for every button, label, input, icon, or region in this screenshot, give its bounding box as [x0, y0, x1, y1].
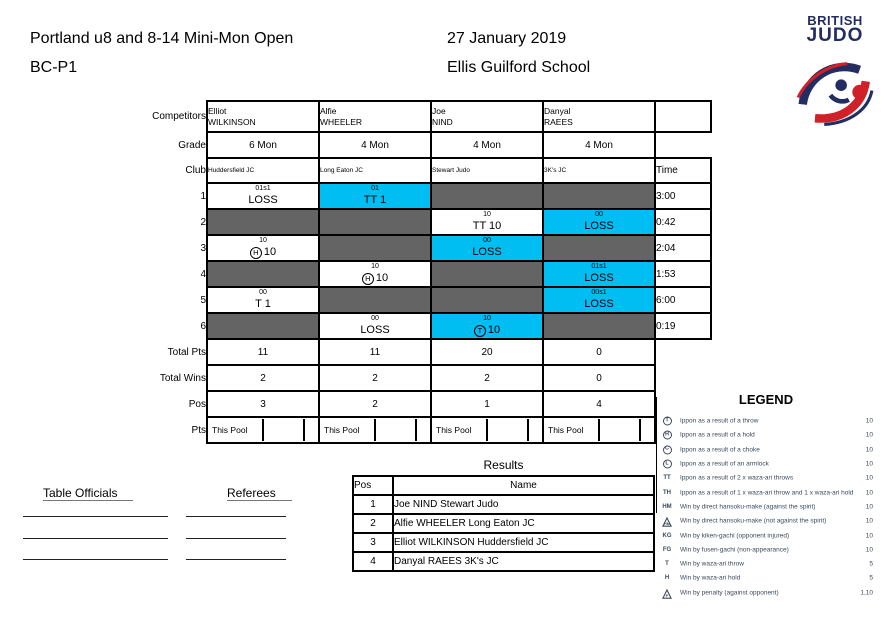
- pts-value-box: [600, 419, 641, 441]
- score-code: 00: [259, 289, 267, 296]
- fusen-gachi-symbol: FG: [662, 546, 672, 553]
- score-code: 01s1: [255, 185, 271, 192]
- pos-cell: 1: [431, 391, 543, 417]
- match-result: LOSS: [360, 324, 390, 336]
- pts-value-box: [488, 419, 529, 441]
- grade-spare: [655, 132, 711, 158]
- match-cell: [207, 287, 319, 313]
- match-cell: [431, 287, 543, 313]
- match-cell: [543, 287, 655, 313]
- match-cell: [319, 209, 431, 235]
- row-club: [128, 158, 711, 183]
- round-row-6: [128, 313, 711, 339]
- results-pos-header: Pos: [353, 476, 393, 495]
- match-cell: [543, 183, 655, 209]
- round-number: 3: [200, 242, 206, 254]
- score-code: 01s1: [591, 263, 607, 270]
- event-venue: Ellis Guilford School: [447, 59, 591, 76]
- match-cell: [319, 287, 431, 313]
- pos-cell: 3: [207, 391, 319, 417]
- match-cell: [319, 313, 431, 339]
- pts-pool-label: This Pool: [544, 419, 600, 441]
- results-row: [353, 514, 654, 533]
- grade-cell: 4 Mon: [543, 132, 655, 158]
- row-label-grade: Grade: [178, 139, 206, 151]
- triangle-penalty-icon: △ P: [660, 587, 674, 599]
- row-label-total-wins: Total Wins: [159, 372, 206, 384]
- round-row-4: [128, 261, 711, 287]
- time-column-header: Time: [655, 158, 711, 183]
- sheet-code: BC-P1: [30, 59, 78, 76]
- double-throw-symbol: TT: [663, 475, 671, 482]
- match-cell: [543, 261, 655, 287]
- match-result: TT 1: [363, 194, 387, 206]
- pool-sheet: [128, 100, 712, 444]
- circled-throw-icon: T: [663, 417, 672, 426]
- match-result: LOSS: [584, 298, 614, 310]
- results-section: [352, 458, 655, 572]
- legend-title: LEGEND: [738, 392, 794, 407]
- row-label-competitors: Competitors: [152, 111, 206, 122]
- match-result: LOSS: [248, 194, 278, 206]
- match-cell: [207, 313, 319, 339]
- match-time: 3:00: [655, 183, 711, 209]
- round-row-5: [128, 287, 711, 313]
- ippon-symbol: H: [362, 273, 374, 285]
- score-code: 01: [371, 185, 379, 192]
- circled-choke-icon: C: [663, 445, 672, 454]
- judo-swirl-icon: [795, 49, 875, 126]
- result-name: Danyal RAEES 3K's JC: [393, 552, 654, 571]
- total-wins-cell: 2: [431, 365, 543, 391]
- match-time: 6:00: [655, 287, 711, 313]
- score-code: 00s1: [591, 289, 607, 296]
- match-cell: [431, 209, 543, 235]
- round-row-3: [128, 235, 711, 261]
- table-officials-signature-line: [23, 538, 168, 539]
- round-number: 1: [200, 190, 206, 202]
- match-cell: [207, 261, 319, 287]
- legend-item: TH Ippon as a result of 1 x waza-ari throw and 1 x waza-ari hold 10: [657, 485, 875, 499]
- match-result: 10: [375, 272, 389, 284]
- british-judo-logo: [792, 14, 878, 131]
- pts-pool-label: This Pool: [432, 419, 488, 441]
- results-row: [353, 495, 654, 514]
- pts-cell: [207, 417, 319, 443]
- match-time: 0:19: [655, 313, 711, 339]
- legend-item: HM Win by direct hansoku-make (against the spirit) 10: [657, 500, 875, 514]
- row-pos: [128, 391, 711, 417]
- legend-item: C Ippon as a result of a choke 10: [657, 443, 875, 457]
- match-cell: [543, 209, 655, 235]
- match-cell: [431, 261, 543, 287]
- circled-hold-icon: H: [663, 431, 672, 440]
- total-wins-cell: 0: [543, 365, 655, 391]
- score-code: 00: [483, 237, 491, 244]
- referees-label: Referees: [227, 486, 292, 501]
- legend-item: △ HM Win by direct hansoku-make (not against the spirit) 10: [657, 514, 875, 528]
- total-pts-cell: 11: [319, 339, 431, 365]
- competitor-header-4: [543, 101, 655, 132]
- referees-signature-line: [186, 516, 286, 517]
- legend-item: T Ippon as a result of a throw 10: [657, 414, 875, 428]
- competitor-last-name: WILKINSON: [208, 116, 256, 127]
- pts-cell: [319, 417, 431, 443]
- legend-section: [657, 392, 875, 600]
- match-result: T 1: [255, 298, 271, 310]
- event-date: 27 January 2019: [447, 30, 567, 47]
- total-pts-cell: 20: [431, 339, 543, 365]
- pts-cell: [431, 417, 543, 443]
- result-pos: 3: [353, 533, 393, 552]
- pts-cell: [543, 417, 655, 443]
- club-cell: Long Eaton JC: [319, 158, 431, 183]
- competitor-header-1: [207, 101, 319, 132]
- match-result: LOSS: [584, 272, 614, 284]
- match-result: 10: [487, 324, 501, 336]
- referees-signature-line: [186, 559, 286, 560]
- row-pts: [128, 417, 711, 443]
- result-pos: 2: [353, 514, 393, 533]
- row-label-pos: Pos: [188, 398, 206, 410]
- match-cell: [319, 261, 431, 287]
- grade-cell: 4 Mon: [431, 132, 543, 158]
- waza-ari-throw-symbol: T: [665, 561, 669, 568]
- results-name-header: Name: [393, 476, 654, 495]
- row-total-pts: [128, 339, 711, 365]
- grade-cell: 4 Mon: [319, 132, 431, 158]
- match-time: 0:42: [655, 209, 711, 235]
- ippon-symbol: T: [474, 325, 486, 337]
- event-title: Portland u8 and 8-14 Mini-Mon Open: [30, 30, 294, 47]
- match-cell: [207, 235, 319, 261]
- total-pts-cell: 11: [207, 339, 319, 365]
- row-total-wins: [128, 365, 711, 391]
- score-code: 10: [483, 315, 491, 322]
- competitor-first-name: Danyal: [544, 105, 571, 116]
- match-result: LOSS: [584, 220, 614, 232]
- pts-value-box: [264, 419, 305, 441]
- match-cell: [543, 313, 655, 339]
- hansoku-make-symbol: HM: [662, 503, 672, 510]
- competitor-last-name: NIND: [432, 116, 453, 127]
- competitor-last-name: WHEELER: [320, 116, 363, 127]
- round-number: 2: [200, 216, 206, 228]
- legend-item: H Ippon as a result of a hold 10: [657, 428, 875, 442]
- table-officials-signature-line: [23, 516, 168, 517]
- result-pos: 4: [353, 552, 393, 571]
- result-name: Elliot WILKINSON Huddersfield JC: [393, 533, 654, 552]
- row-label-total-pts: Total Pts: [167, 346, 206, 358]
- throw-hold-symbol: TH: [663, 489, 671, 496]
- competitor-first-name: Joe: [432, 105, 446, 116]
- score-code: 00: [371, 315, 379, 322]
- results-header-row: [353, 476, 654, 495]
- result-pos: 1: [353, 495, 393, 514]
- results-table: [352, 475, 655, 572]
- score-code: 00: [595, 211, 603, 218]
- competitor-last-name: RAEES: [544, 116, 573, 127]
- circled-armlock-icon: L: [663, 460, 672, 469]
- total-pts-cell: 0: [543, 339, 655, 365]
- round-number: 6: [200, 320, 206, 332]
- row-competitors: [128, 101, 711, 132]
- pts-value-box: [376, 419, 417, 441]
- round-row-2: [128, 209, 711, 235]
- club-cell: 3K's JC: [543, 158, 655, 183]
- round-number: 4: [200, 268, 206, 280]
- total-wins-cell: 2: [319, 365, 431, 391]
- legend-item: KG Win by kiken-gachi (opponent injured) 10: [657, 528, 875, 542]
- legend-item: TT Ippon as a result of 2 x waza-ari throws 10: [657, 471, 875, 485]
- score-code: 10: [371, 263, 379, 270]
- match-cell: [431, 235, 543, 261]
- match-time: 1:53: [655, 261, 711, 287]
- club-cell: Stewart Judo: [431, 158, 543, 183]
- kiken-gachi-symbol: KG: [662, 532, 672, 539]
- row-label-pts: Pts: [191, 424, 206, 436]
- event-title-block: [30, 24, 293, 82]
- match-cell: [207, 209, 319, 235]
- result-name: Alfie WHEELER Long Eaton JC: [393, 514, 654, 533]
- competitor-header-2: [319, 101, 431, 132]
- grade-cell: 6 Mon: [207, 132, 319, 158]
- match-cell: [543, 235, 655, 261]
- round-number: 5: [200, 294, 206, 306]
- ippon-symbol: H: [250, 247, 262, 259]
- results-row: [353, 533, 654, 552]
- score-code: 10: [483, 211, 491, 218]
- pts-pool-label: This Pool: [208, 419, 264, 441]
- match-cell: [207, 183, 319, 209]
- club-cell: Huddersfield JC: [207, 158, 319, 183]
- legend-item: L Ippon as a result of an armlock 10: [657, 457, 875, 471]
- match-cell: [319, 183, 431, 209]
- competitor-first-name: Alfie: [320, 105, 337, 116]
- legend-item: △ P Win by penalty (against opponent) 1,10: [657, 586, 875, 600]
- pool-table: [128, 100, 712, 444]
- pts-pool-label: This Pool: [320, 419, 376, 441]
- legend-item: T Win by waza-ari throw 5: [657, 557, 875, 571]
- match-result: TT 10: [472, 220, 502, 232]
- table-officials-label: Table Officials: [43, 486, 133, 501]
- match-cell: [431, 183, 543, 209]
- event-meta-block: [447, 24, 590, 82]
- match-result: 10: [263, 246, 277, 258]
- match-cell: [431, 313, 543, 339]
- table-officials-signature-line: [23, 559, 168, 560]
- round-row-1: [128, 183, 711, 209]
- pos-cell: 4: [543, 391, 655, 417]
- result-name: Joe NIND Stewart Judo: [393, 495, 654, 514]
- row-label-club: Club: [185, 165, 206, 176]
- waza-ari-hold-symbol: H: [664, 575, 670, 582]
- triangle-hansoku-make-icon: △ HM: [660, 515, 674, 527]
- referees-signature-line: [186, 538, 286, 539]
- legend-item: FG Win by fusen-gachi (non-appearance) 10: [657, 543, 875, 557]
- competitor-first-name: Elliot: [208, 105, 227, 116]
- competitor-header-spare: [655, 101, 711, 132]
- row-grade: [128, 132, 711, 158]
- logo-text-judo: JUDO: [806, 25, 864, 46]
- score-code: 10: [259, 237, 267, 244]
- results-row: [353, 552, 654, 571]
- total-wins-cell: 2: [207, 365, 319, 391]
- pos-cell: 2: [319, 391, 431, 417]
- competitor-header-3: [431, 101, 543, 132]
- match-time: 2:04: [655, 235, 711, 261]
- match-result: LOSS: [472, 246, 502, 258]
- logo-text-british: BRITISH: [807, 13, 863, 28]
- legend-item: H Win by waza-ari hold 5: [657, 571, 875, 585]
- results-title: Results: [483, 458, 524, 472]
- match-cell: [319, 235, 431, 261]
